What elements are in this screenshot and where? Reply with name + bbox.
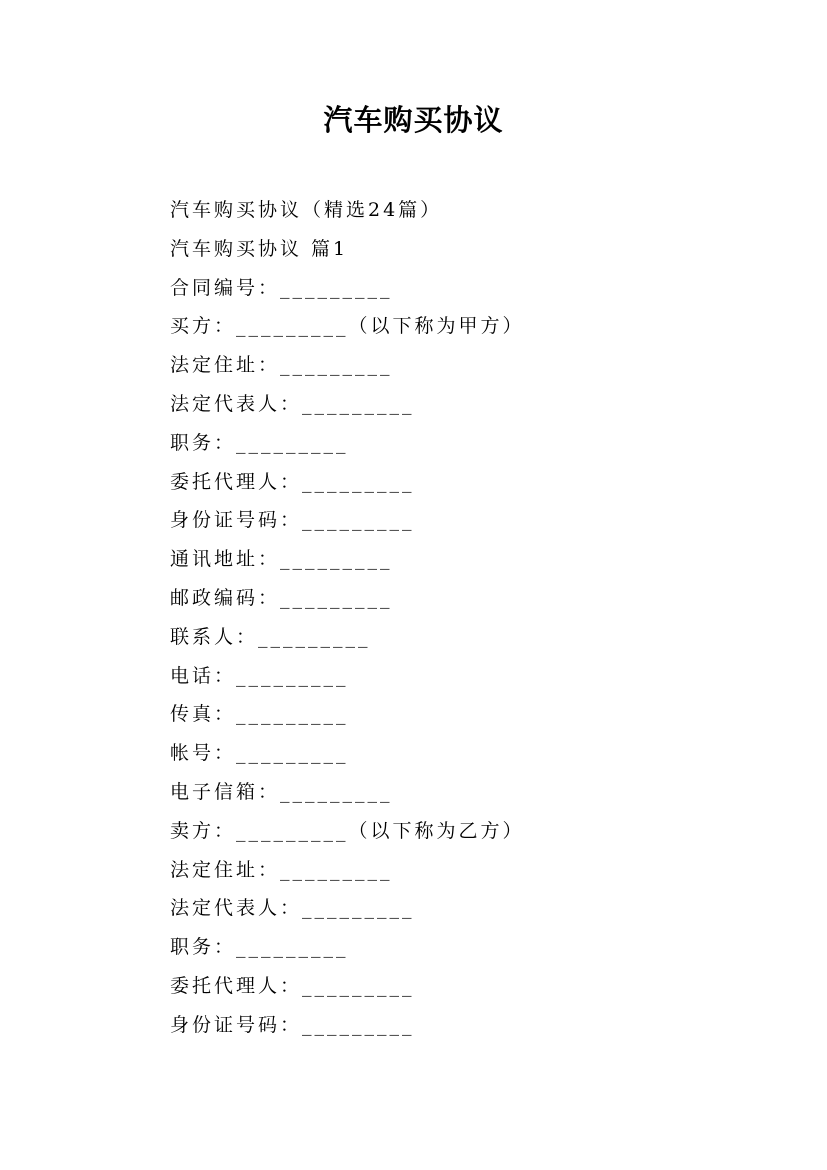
seller-id-number-field: 身份证号码：_________: [170, 1013, 415, 1036]
buyer-id-number-field: 身份证号码：_________: [170, 509, 415, 532]
buyer-agent-field: 委托代理人：_________: [170, 470, 415, 493]
buyer-field: 买方：_________（以下称为甲方）: [170, 315, 525, 338]
seller-position-field: 职务：_________: [170, 936, 349, 959]
buyer-mailing-address-field: 通讯地址：_________: [170, 548, 393, 571]
buyer-postal-code-field: 邮政编码：_________: [170, 586, 393, 609]
buyer-legal-rep-field: 法定代表人：_________: [170, 392, 415, 415]
buyer-position-field: 职务：_________: [170, 431, 349, 454]
buyer-account-field: 帐号：_________: [170, 742, 349, 765]
seller-address-field: 法定住址：_________: [170, 858, 393, 881]
seller-field: 卖方：_________（以下称为乙方）: [170, 819, 525, 842]
section-heading: 汽车购买协议 篇1: [170, 237, 349, 260]
document-title: 汽车购买协议: [323, 103, 504, 137]
buyer-fax-field: 传真：_________: [170, 703, 349, 726]
buyer-email-field: 电子信箱：_________: [170, 780, 393, 803]
contract-number-field: 合同编号：_________: [170, 276, 393, 299]
buyer-address-field: 法定住址：_________: [170, 354, 393, 377]
buyer-contact-field: 联系人：_________: [170, 625, 371, 648]
seller-legal-rep-field: 法定代表人：_________: [170, 897, 415, 920]
seller-agent-field: 委托代理人：_________: [170, 974, 415, 997]
buyer-phone-field: 电话：_________: [170, 664, 349, 687]
document-body: [170, 191, 730, 1045]
document-subtitle: 汽车购买协议（精选24篇）: [170, 199, 443, 221]
